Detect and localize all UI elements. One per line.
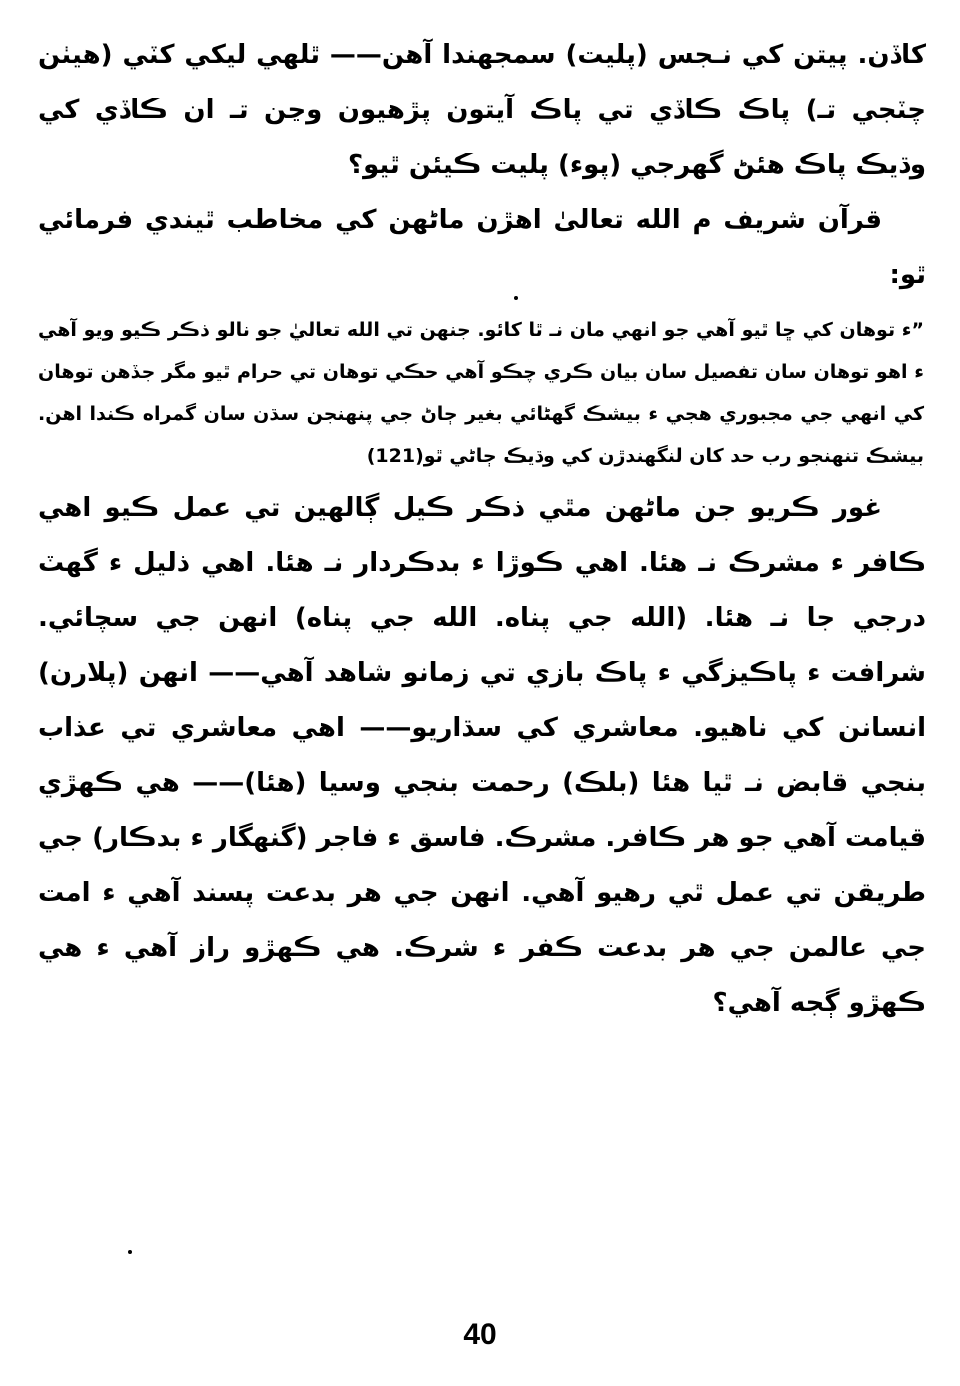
scan-speck	[514, 296, 518, 300]
page-body	[38, 28, 926, 1031]
opening-paragraph: كاڏن. پيتن کي نـجس (پليت) سمجهندا آهن—— ٿلهي ليکي کٽي (هيٺن چٽجي تـ) پاڪ ڪاڏي تي پاڪ آيتون پڙهيون وڃن تـ ان ڪاڏي کي وڌيڪ پاڪ هئڻ گهرجي (پوء) پليت ڪيئن ٿيو؟	[38, 40, 926, 180]
page-number: 40	[463, 1318, 497, 1351]
quran-quote: ”ء توهان کي ڇا ٿيو آهي جو انهي مان نـ ٿا کائو. جنهن تي الله تعاليٰ جو نالو ذڪر ڪيو ويو آهي ء اهو توهان سان تفصيل سان بيان ڪري چڪو آهي حڪي توهان تي حرام ٿيو مگر جڏهن توهان کي انهي جي مجبوري هجي ء بيشڪ گهڻائي بغير ڄاڻ جي پنهنجن سڌن سان گمراه ڪندا اهن. بيشڪ تنهنجو رب حد کان لنگهندڙن کي وڌيڪ ڄاڻي ٿو(121)	[38, 319, 924, 467]
scan-speck	[128, 1250, 132, 1254]
quran-intro-paragraph: قرآن شريف م الله تعالیٰ اهڙن ماڻهن کي مخاطب ٿيندي فرمائي ٿو:	[38, 205, 926, 290]
main-paragraph: غور ڪريو جن ماڻهن مٿي ذڪر ڪيل ڳالهين تي عمل ڪيو اهي ڪافر ء مشرڪ نـ هئا. اهي ڪوڙا ء بدڪردار نـ هئا. اهي ذليل ء گهٽ درجي جا نـ هئا. (الله جي پناه. الله جي پناه) انهن جي سچائي. شرافت ء پاڪيزگي ء پاڪ بازي تي زمانو شاهد آهي—— انهن (پلارن) انسانن کي ناهيو. معاشري کي سڌاريو—— اهي معاشري تي عذاب بنجي قابض نـ ٿيا هئا (بلڪ) رحمت بنجي وسيا (هئا)—— هي ڪهڙي قيامت آهي جو هر ڪافر. مشرڪ. فاسق ء فاجر (گنهگار ء بدڪار) جي طريقن تي عمل ٿي رهيو آهي. انهن جي هر بدعت پسند آهي ء امت جي عالمن جي هر بدعت ڪفر ء شرڪ. هي ڪهڙو راز آهي ء هي ڪهڙو ڳجه آهي؟	[38, 493, 926, 1018]
